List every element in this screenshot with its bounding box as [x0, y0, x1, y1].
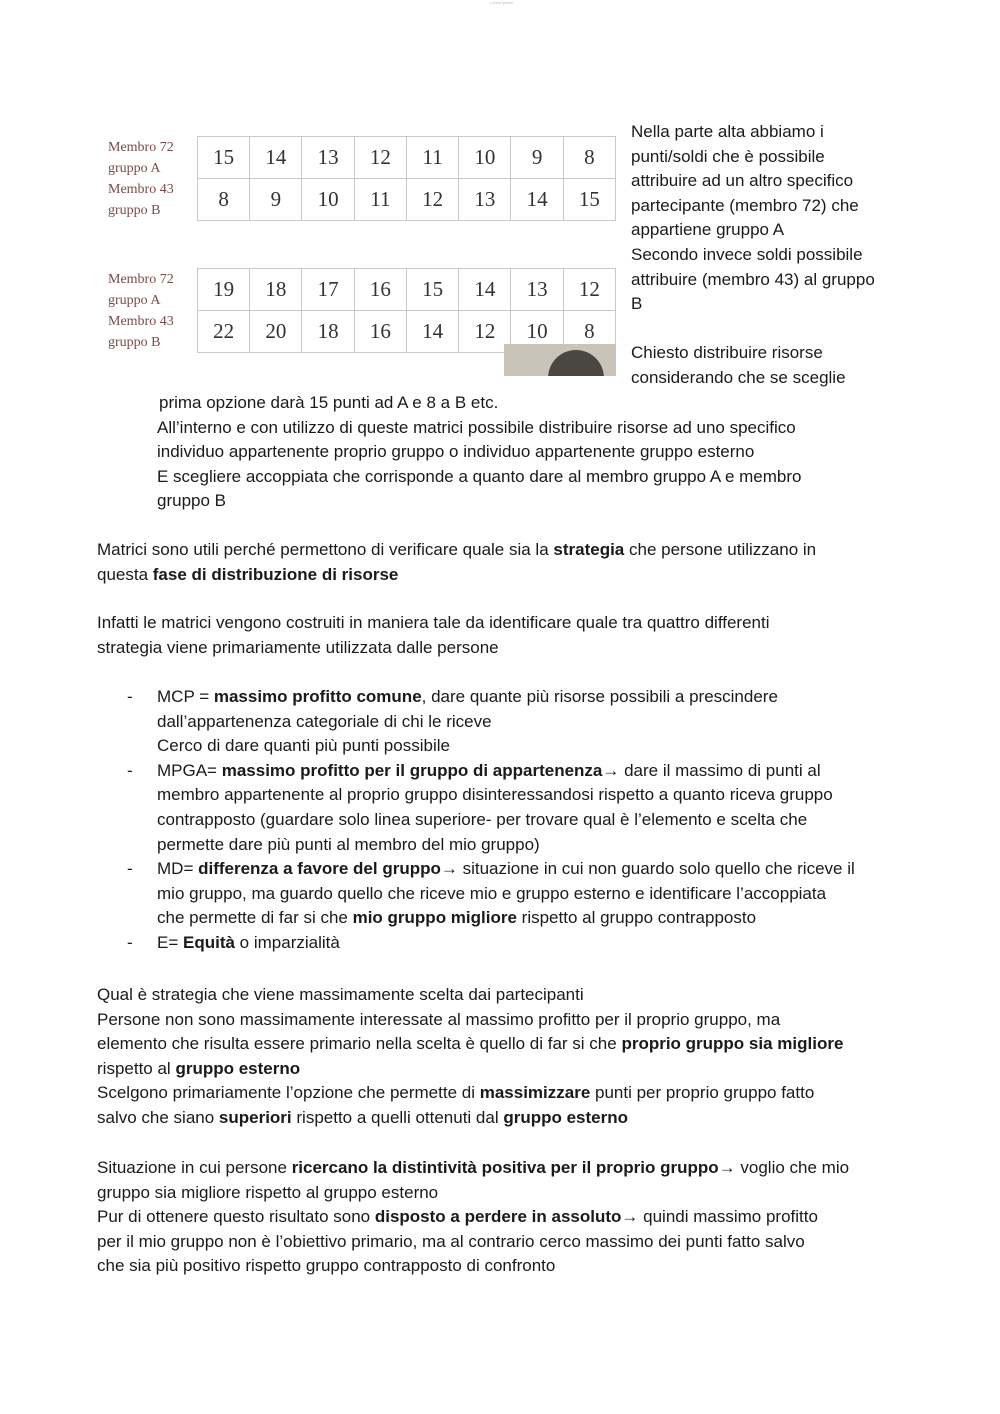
text-line: Situazione in cui persone ricercano la distintività positiva per il proprio gruppo→ voglio che mio [97, 1158, 850, 1177]
matrix-cell: 10 [302, 179, 354, 221]
list-dash: - [127, 859, 133, 879]
matrix-cell: 14 [250, 137, 302, 179]
matrix-cell: 18 [302, 311, 354, 353]
matrix-cell: 12 [406, 179, 458, 221]
text-line: E scegliere accoppiata che corrisponde a quanto dare al membro gruppo A e membro [157, 466, 802, 486]
text-line: attribuire ad un altro specifico [631, 171, 854, 191]
matrix-cell: 8 [197, 179, 249, 221]
text-line: individuo appartenente proprio gruppo o individuo appartenente gruppo esterno [157, 442, 755, 462]
matrix-cell: 14 [459, 269, 511, 311]
matrix-cell: 14 [511, 179, 563, 221]
matrix-cell: 10 [511, 311, 563, 353]
matrix-cell: 16 [354, 311, 406, 353]
matrix-cell: 16 [354, 269, 406, 311]
matrix-cell: 19 [197, 269, 249, 311]
text-line: attribuire (membro 43) al gruppo [631, 269, 875, 289]
matrix-cell: 12 [563, 269, 615, 311]
matrix-cell: 13 [302, 137, 354, 179]
bold-text: strategia [553, 540, 625, 559]
text-line: Qual è strategia che viene massimamente scelta dai partecipanti [97, 985, 584, 1004]
matrix-cell: 12 [459, 311, 511, 353]
matrix-cell: 13 [459, 179, 511, 221]
text-line: Matrici sono utili perché permettono di verificare quale sia la strategia che persone utilizzano in [97, 540, 817, 559]
allocation-matrix-2 [108, 268, 616, 353]
text-line: Secondo invece soldi possibile [631, 244, 863, 264]
matrix-cell: 14 [406, 311, 458, 353]
matrix-cell: 20 [250, 311, 302, 353]
arrow-icon: → [602, 760, 620, 780]
paragraph-matrici [97, 538, 917, 587]
arrow-icon: → [440, 859, 458, 879]
list-dash: - [127, 687, 133, 706]
matrix-cell: 11 [406, 137, 458, 179]
side-note [631, 120, 921, 391]
text-line: Nella parte alta abbiamo i [631, 122, 824, 141]
matrix-cell: 15 [406, 269, 458, 311]
matrix-cell: 13 [511, 269, 563, 311]
arrow-icon: → [718, 1158, 736, 1177]
matrix-row [108, 137, 616, 179]
text-line: B [631, 294, 643, 314]
list-dash: - [127, 760, 133, 780]
text-line: strategia viene primariamente utilizzata dalle persone [97, 637, 499, 657]
text-line: questa fase di distribuzione di risorse [97, 564, 399, 584]
text-line: Chiesto distribuire risorse [631, 343, 823, 363]
paragraph-qual [97, 983, 917, 1131]
matrix-cell: 15 [197, 137, 249, 179]
text-line: gruppo B [157, 491, 226, 511]
photo-thumbnail [504, 344, 616, 376]
matrix-row [108, 179, 616, 221]
text-line: punti/soldi che è possibile [631, 146, 825, 166]
text-line: Persone non sono massimamente interessate al massimo profitto per il proprio gruppo, ma [97, 1009, 781, 1029]
paragraph-situazione [97, 1156, 917, 1279]
text-line: Infatti le matrici vengono costruiti in maniera tale da identificare quale tra quattro differenti [97, 613, 770, 632]
strategy-list [97, 685, 917, 956]
text-line: appartiene gruppo A [631, 220, 785, 240]
text-line: considerando che se sceglie [631, 367, 846, 387]
matrix-cell: 9 [511, 137, 563, 179]
text-line: partecipante (membro 72) che [631, 195, 859, 215]
list-item-mpga: - MPGA= massimo profitto per il gruppo di appartenenza→ dare il massimo di punti al membro appartenente al proprio gruppo disinteressandosi rispetto a quanto riceva gruppo contrapposto (guardare solo linea superiore- per trovare qual è l’elemento e scelta che permette dare più punti al membro del mio gruppo) [127, 760, 833, 854]
paragraph-infatti [97, 611, 917, 660]
header-mark: Lorem Ipsum [490, 0, 514, 5]
matrix-cell: 9 [250, 179, 302, 221]
text-line: elemento che risulta essere primario nella scelta è quello di far si che proprio gruppo sia migliore [97, 1034, 844, 1054]
matrix-cell: 8 [563, 311, 615, 353]
text-line: Scelgono primariamente l’opzione che permette di massimizzare punti per proprio gruppo fatto [97, 1083, 815, 1103]
row-label: Membro 72 gruppo A [108, 139, 174, 176]
matrix-cell: 15 [563, 179, 615, 221]
matrix-cell: 11 [354, 179, 406, 221]
matrix-cell: 12 [354, 137, 406, 179]
intro-block [157, 391, 877, 514]
matrix-cell: 10 [459, 137, 511, 179]
text-line: salvo che siano superiori rispetto a quelli ottenuti dal gruppo esterno [97, 1107, 629, 1127]
bold-text: fase di distribuzione di risorse [152, 564, 399, 584]
text-line: per il mio gruppo non è l’obiettivo primario, ma al contrario cerco massimo dei punti fatto salvo [97, 1231, 805, 1251]
text-line: gruppo sia migliore rispetto al gruppo esterno [97, 1182, 439, 1202]
row-label: Membro 43 gruppo B [108, 181, 174, 218]
row-label: Membro 72 gruppo A [108, 271, 174, 308]
matrix-row [108, 269, 616, 311]
matrix-cell: 18 [250, 269, 302, 311]
list-dash: - [127, 932, 133, 952]
list-item-md: - MD= differenza a favore del gruppo→ situazione in cui non guardo solo quello che riceve il mio gruppo, ma guardo quello che riceve mio e gruppo esterno e identificare l’accoppiata che permette di far si che mio gruppo migliore rispetto al gruppo contrapposto [127, 859, 855, 928]
matrix-cell: 17 [302, 269, 354, 311]
list-item-e: - E= Equità o imparzialità [97, 931, 917, 956]
text-line [631, 317, 921, 342]
list-item-mcp: - MCP = massimo profitto comune, dare quante più risorse possibili a prescindere dall’appartenenza categoriale di chi le riceve Cerco di dare quanti più punti possibile [127, 687, 778, 756]
arrow-icon: → [621, 1207, 639, 1227]
matrix-cell: 8 [563, 137, 615, 179]
text-line: che sia più positivo rispetto gruppo contrapposto di confronto [97, 1256, 556, 1276]
text-line: rispetto al gruppo esterno [97, 1058, 301, 1078]
matrix-figure [108, 136, 616, 376]
text-line: All’interno e con utilizzo di queste matrici possibile distribuire risorse ad uno specifico [157, 417, 796, 437]
row-label: Membro 43 gruppo B [108, 313, 174, 350]
allocation-matrix-1 [108, 136, 616, 221]
text-line: Pur di ottenere questo risultato sono disposto a perdere in assoluto→ quindi massimo profitto [97, 1207, 818, 1227]
text-line: prima opzione darà 15 punti ad A e 8 a B etc. [159, 393, 499, 412]
matrix-cell: 22 [197, 311, 249, 353]
